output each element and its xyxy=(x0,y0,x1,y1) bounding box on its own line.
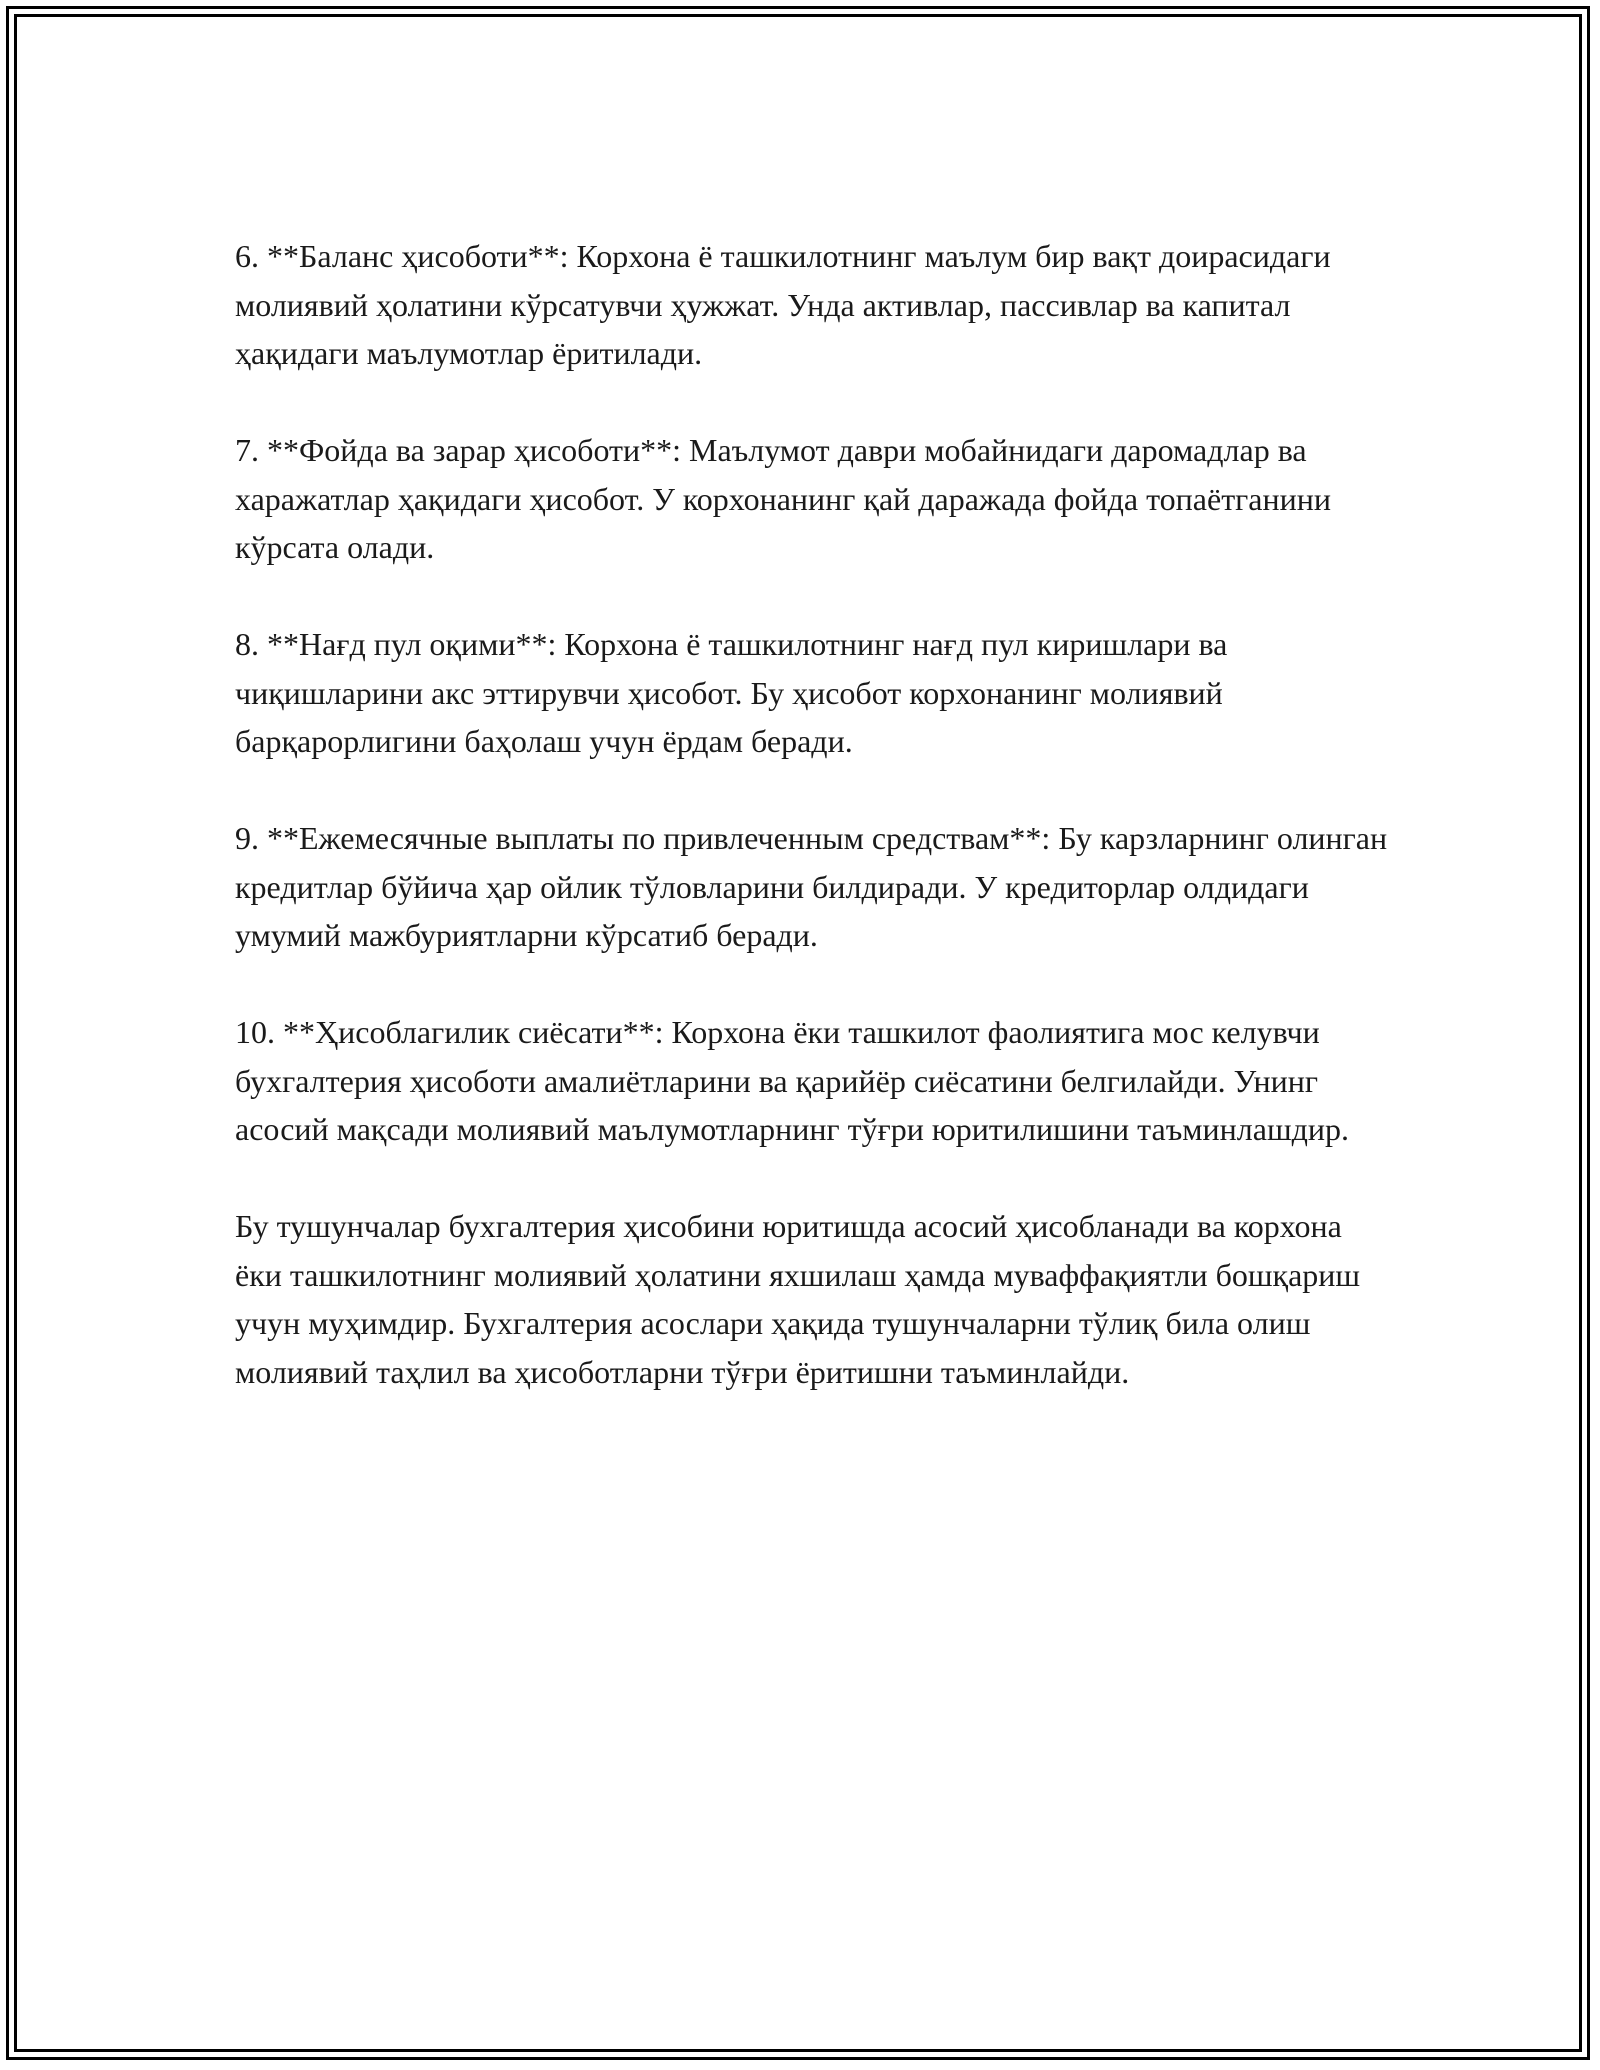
paragraph-cash-flow: 8. **Нағд пул оқими**: Корхона ё ташкилотнинг нағд пул киришлари ва чиқишларини акс эттирувчи ҳисобот. Бу ҳисобот корхонанинг молиявий барқарорлигини баҳолаш учун ёрдам беради. xyxy=(235,626,1228,759)
document-body xyxy=(235,232,1395,1396)
paragraph-monthly-payments: 9. **Ежемесячные выплаты по привлеченным средствам**: Бу карзларнинг олинган кредитлар бўйича ҳар ойлик тўловларини билдиради. У кредиторлар олдидаги умумий мажбуриятларни кўрсатиб беради. xyxy=(235,820,1388,953)
paragraph-conclusion: Бу тушунчалар бухгалтерия ҳисобини юритишда асосий ҳисобланади ва корхона ёки ташкилотнинг молиявий ҳолатини яхшилаш ҳамда муваффақиятли бошқариш учун муҳимдир. Бухгалтерия асослари ҳақида тушунчаларни тўлиқ била олиш молиявий таҳлил ва ҳисоботларни тўғри ёритишни таъминлайди. xyxy=(235,1208,1361,1390)
paragraph-profit-loss: 7. **Фойда ва зарар ҳисоботи**: Маълумот даври мобайнидаги даромадлар ва харажатлар ҳақидаги ҳисобот. У корхонанинг қай даражада фойда топаётганини кўрсата олади. xyxy=(235,432,1331,565)
paragraph-accounting-policy: 10. **Ҳисоблагилик сиёсати**: Корхона ёки ташкилот фаолиятига мос келувчи бухгалтерия ҳисоботи амалиётларини ва қарийёр сиёсатини белгилайди. Унинг асосий мақсади молиявий маълумотларнинг тўғри юритилишини таъминлашдир. xyxy=(235,1014,1349,1147)
paragraph-balance-sheet: 6. **Баланс ҳисоботи**: Корхона ё ташкилотнинг маълум бир вақт доирасидаги молиявий ҳолатини кўрсатувчи ҳужжат. Унда активлар, пассивлар ва капитал ҳақидаги маълумотлар ёритилади. xyxy=(235,238,1331,371)
